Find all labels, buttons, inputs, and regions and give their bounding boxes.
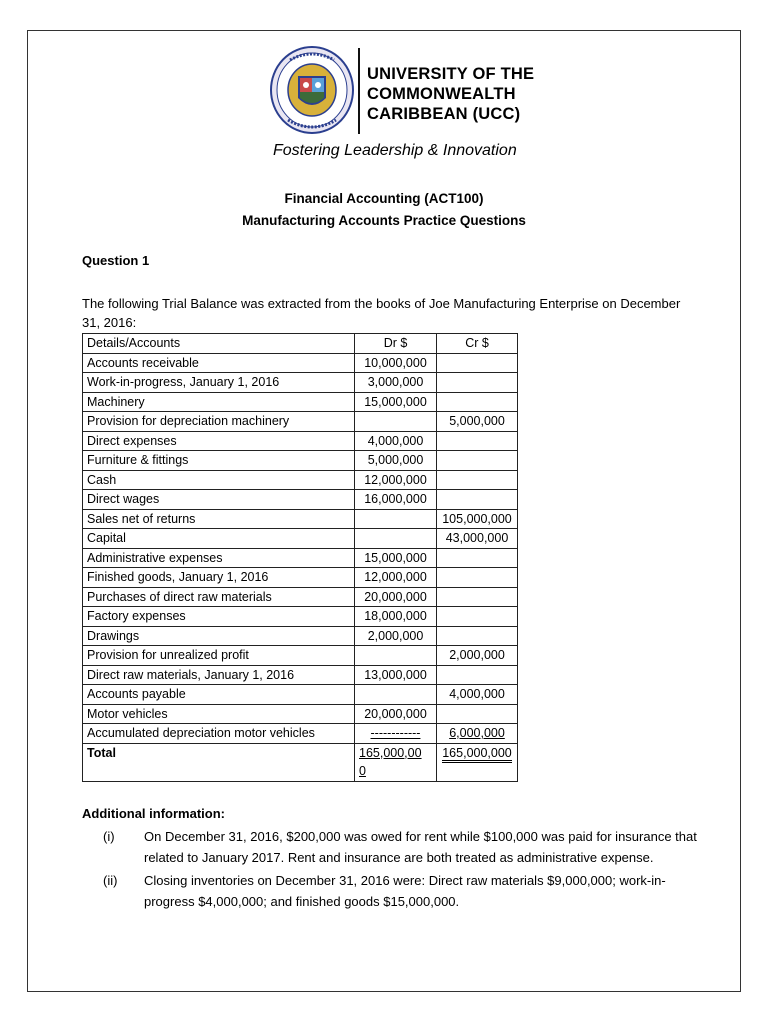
- row-cr: [437, 490, 518, 510]
- row-cr: [437, 529, 518, 549]
- row-dr: [355, 626, 437, 646]
- total-cr: [437, 743, 518, 781]
- row-details-value: Motor vehicles: [87, 706, 168, 721]
- row-cr: [437, 392, 518, 412]
- row-cr: [437, 548, 518, 568]
- row-details: [83, 626, 355, 646]
- row-dr-value: 4,000,000: [367, 433, 424, 448]
- row-dr-value: 2,000,000: [367, 628, 424, 643]
- total-row: [83, 743, 518, 781]
- table-row: [83, 548, 518, 568]
- row-details-value: Factory expenses: [87, 609, 186, 623]
- table-row: [83, 685, 518, 705]
- row-details-value: Accounts receivable: [87, 355, 199, 370]
- row-dr: [355, 470, 437, 490]
- row-details-value: Capital: [87, 531, 126, 545]
- table-row: [83, 529, 518, 549]
- row-details: [83, 451, 355, 471]
- table-row: [83, 509, 518, 529]
- row-dr-value: 13,000,000: [364, 667, 427, 682]
- row-dr-value: 3,000,000: [367, 375, 424, 389]
- row-details: [83, 412, 355, 432]
- row-cr: [437, 412, 518, 432]
- tagline: Fostering Leadership & Innovation: [273, 142, 517, 159]
- table-row: [83, 607, 518, 627]
- header-divider: [358, 48, 360, 134]
- row-details-value: Purchases of direct raw materials: [87, 589, 272, 604]
- total-dr: [355, 743, 437, 781]
- row-dr: [355, 704, 437, 724]
- header-dr: Dr $: [355, 334, 437, 354]
- row-details: [83, 490, 355, 510]
- university-name-line1: UNIVERSITY OF THE: [367, 65, 535, 83]
- row-cr: [437, 451, 518, 471]
- row-cr: [437, 665, 518, 685]
- table-row: [83, 568, 518, 588]
- item-text: Closing inventories on December 31, 2016 were: Direct raw materials $9,000,000; work-in-progress $4,000,000; and finished goods $15,000,000.: [144, 873, 666, 909]
- row-details-value: Provision for depreciation machinery: [87, 414, 290, 428]
- item-number: (ii): [103, 873, 118, 888]
- row-details: [83, 665, 355, 685]
- university-name: [367, 64, 534, 124]
- question-intro: The following Trial Balance was extracted from the books of Joe Manufacturing Enterprise on December 31, 2016:: [82, 296, 681, 330]
- table-row: [83, 490, 518, 510]
- row-dr-value: 18,000,000: [364, 609, 427, 623]
- row-details: [83, 353, 355, 373]
- total-cr-value: 165,000,000: [442, 746, 512, 763]
- row-details: [83, 509, 355, 529]
- row-cr: [437, 704, 518, 724]
- row-details-value: Finished goods, January 1, 2016: [87, 570, 269, 584]
- row-cr: [437, 509, 518, 529]
- trial-balance-body: [83, 353, 518, 743]
- row-cr: [437, 431, 518, 451]
- row-cr: [437, 646, 518, 666]
- row-dr-value: 16,000,000: [364, 492, 427, 506]
- item-number: (i): [103, 829, 115, 844]
- row-details: [83, 587, 355, 607]
- row-details: [83, 685, 355, 705]
- row-cr: [437, 626, 518, 646]
- doc-title-course: Financial Accounting (ACT100): [284, 191, 484, 206]
- row-dr: [355, 724, 437, 744]
- row-dr: [355, 529, 437, 549]
- row-details-value: Direct wages: [87, 492, 160, 506]
- question-label: Question 1: [82, 253, 150, 268]
- row-dr: [355, 587, 437, 607]
- row-cr: [437, 470, 518, 490]
- table-row: [83, 626, 518, 646]
- total-label: Total: [83, 743, 355, 781]
- row-dr: [355, 509, 437, 529]
- doc-title-topic: Manufacturing Accounts Practice Questions: [242, 213, 526, 228]
- row-details: [83, 470, 355, 490]
- table-row: [83, 392, 518, 412]
- row-cr-value: 43,000,000: [445, 531, 509, 545]
- item-text: On December 31, 2016, $200,000 was owed for rent while $100,000 was paid for insurance that related to January 2017. Rent and insurance are both treated as administrative expense.: [144, 829, 697, 865]
- trial-balance-table: [82, 333, 518, 782]
- row-details-value: Work-in-progress, January 1, 2016: [87, 375, 280, 389]
- row-details-value: Drawings: [87, 628, 140, 643]
- header-details: Details/Accounts: [83, 334, 355, 354]
- total-dr-line2: 0: [359, 764, 366, 778]
- row-details: [83, 548, 355, 568]
- row-cr: [437, 568, 518, 588]
- row-details-value: Furniture & fittings: [87, 453, 189, 467]
- university-name-line3: CARIBBEAN (UCC): [367, 105, 521, 123]
- row-details-value: Sales net of returns: [87, 511, 196, 526]
- total-dr-line1: 165,000,00: [359, 745, 422, 760]
- row-details-value: Cash: [87, 472, 117, 487]
- row-cr: [437, 353, 518, 373]
- row-dr: [355, 607, 437, 627]
- row-details: [83, 646, 355, 666]
- table-row: [83, 470, 518, 490]
- row-cr-value: 5,000,000: [449, 414, 505, 428]
- table-row: [83, 353, 518, 373]
- row-dr: [355, 685, 437, 705]
- table-row: [83, 665, 518, 685]
- table-row: [83, 412, 518, 432]
- row-details-value: Accounts payable: [87, 687, 186, 701]
- row-details: [83, 568, 355, 588]
- row-dr-value: 12,000,000: [364, 570, 427, 584]
- header-cr: Cr $: [437, 334, 518, 354]
- table-row: [83, 724, 518, 744]
- row-cr-value: 4,000,000: [449, 687, 505, 701]
- row-details-value: Direct raw materials, January 1, 2016: [87, 667, 295, 682]
- row-details-value: Accumulated depreciation motor vehicles: [87, 726, 315, 740]
- row-cr: [437, 607, 518, 627]
- row-details-value: Administrative expenses: [87, 550, 223, 565]
- table-row: [83, 373, 518, 393]
- row-details: [83, 607, 355, 627]
- row-dr-value: 5,000,000: [367, 453, 424, 467]
- row-cr: [437, 724, 518, 744]
- row-dr: [355, 490, 437, 510]
- row-cr: [437, 373, 518, 393]
- row-cr-value: 6,000,000: [449, 726, 505, 740]
- row-details: [83, 724, 355, 744]
- row-dr-value: 15,000,000: [364, 394, 427, 409]
- row-details-value: Provision for unrealized profit: [87, 648, 249, 662]
- row-dr-value: ------------: [370, 726, 421, 740]
- university-seal-logo: [270, 46, 354, 134]
- row-details: [83, 373, 355, 393]
- table-row: [83, 451, 518, 471]
- row-dr: [355, 353, 437, 373]
- row-cr: [437, 587, 518, 607]
- row-dr-value: 15,000,000: [364, 550, 427, 565]
- row-dr-value: 20,000,000: [364, 589, 427, 604]
- table-row: [83, 431, 518, 451]
- row-dr: [355, 392, 437, 412]
- row-cr: [437, 685, 518, 705]
- row-dr-value: 10,000,000: [364, 355, 427, 370]
- row-details: [83, 431, 355, 451]
- row-details-value: Direct expenses: [87, 433, 177, 448]
- row-dr: [355, 568, 437, 588]
- row-details: [83, 704, 355, 724]
- row-dr: [355, 373, 437, 393]
- row-dr-value: 12,000,000: [364, 472, 427, 487]
- row-dr: [355, 646, 437, 666]
- row-details: [83, 529, 355, 549]
- row-dr: [355, 412, 437, 432]
- table-row: [83, 587, 518, 607]
- table-row: [83, 646, 518, 666]
- row-cr-value: 2,000,000: [449, 648, 505, 662]
- row-dr: [355, 431, 437, 451]
- additional-info-heading: Additional information:: [82, 806, 225, 821]
- row-dr: [355, 451, 437, 471]
- row-dr: [355, 665, 437, 685]
- university-name-line2: COMMONWEALTH: [367, 85, 516, 103]
- table-header-row: [83, 334, 518, 354]
- row-dr-value: 20,000,000: [364, 706, 427, 721]
- table-row: [83, 704, 518, 724]
- row-dr: [355, 548, 437, 568]
- row-details-value: Machinery: [87, 394, 145, 409]
- row-details: [83, 392, 355, 412]
- row-cr-value: 105,000,000: [442, 511, 512, 526]
